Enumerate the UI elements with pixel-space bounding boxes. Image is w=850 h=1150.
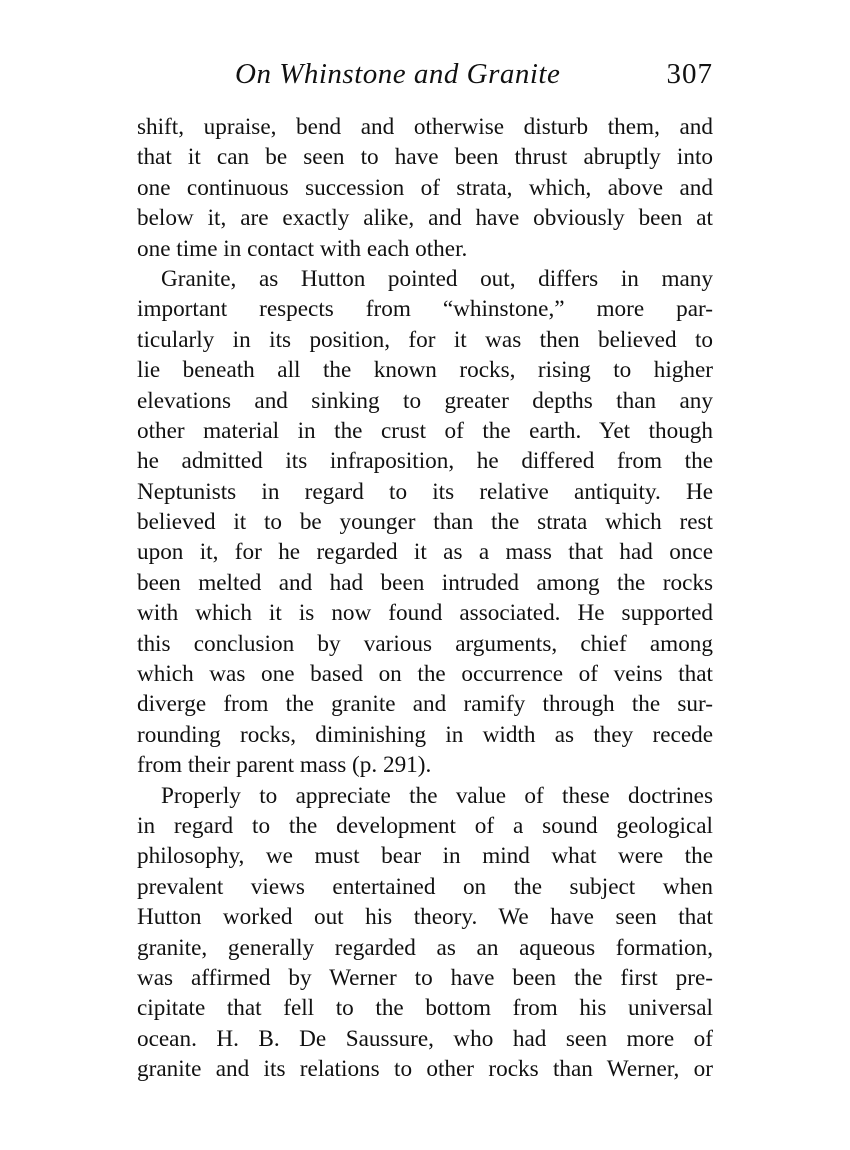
text-line: ocean. H. B. De Saussure, who had seen more of [137, 1025, 713, 1052]
text-line: elevations and sinking to greater depths than any [137, 387, 713, 414]
text-line: lie beneath all the known rocks, rising to higher [137, 357, 713, 384]
text-line: which was one based on the occurrence of veins that [137, 661, 713, 688]
body-text [137, 112, 713, 1085]
text-line: in regard to the development of a sound geological [137, 812, 713, 839]
text-line: diverge from the granite and ramify through the sur- [137, 691, 713, 718]
text-line: philosophy, we must bear in mind what were the [137, 843, 713, 870]
text-line: important respects from “whinstone,” more par- [137, 296, 713, 323]
text-line: upon it, for he regarded it as a mass that had once [137, 539, 713, 566]
text-line: with which it is now found associated. He supported [137, 600, 713, 627]
text-line: this conclusion by various arguments, chief among [137, 630, 713, 657]
text-line: Neptunists in regard to its relative antiquity. He [137, 478, 713, 505]
text-line: Hutton worked out his theory. We have seen that [137, 904, 713, 931]
text-line: prevalent views entertained on the subject when [137, 873, 713, 900]
text-line: granite and its relations to other rocks than Werner, or [137, 1056, 713, 1083]
text-line: one time in contact with each other. [137, 235, 468, 262]
text-line: believed it to be younger than the strata which rest [137, 509, 713, 536]
text-line: other material in the crust of the earth. Yet though [137, 417, 713, 444]
page-number: 307 [666, 58, 713, 90]
text-line: shift, upraise, bend and otherwise disturb them, and [137, 114, 713, 140]
running-head [137, 58, 715, 98]
text-line: ticularly in its position, for it was then believed to [137, 326, 713, 353]
text-line: Properly to appreciate the value of these doctrines [161, 782, 713, 809]
text-line: that it can be seen to have been thrust abruptly into [137, 144, 713, 171]
text-line: he admitted its infraposition, he differed from the [137, 448, 713, 475]
text-line: was affirmed by Werner to have been the first pre- [137, 964, 713, 991]
text-line: rounding rocks, diminishing in width as they recede [137, 721, 713, 748]
text-line: Granite, as Hutton pointed out, differs in many [161, 265, 713, 292]
text-line: below it, are exactly alike, and have obviously been at [137, 205, 713, 232]
text-line: granite, generally regarded as an aqueous formation, [137, 934, 713, 961]
text-line: from their parent mass (p. 291). [137, 752, 432, 779]
text-line: one continuous succession of strata, which, above and [137, 174, 713, 201]
running-title: On Whinstone and Granite [235, 58, 561, 90]
text-line: cipitate that fell to the bottom from his universal [137, 995, 713, 1022]
text-line: been melted and had been intruded among the rocks [137, 569, 713, 596]
